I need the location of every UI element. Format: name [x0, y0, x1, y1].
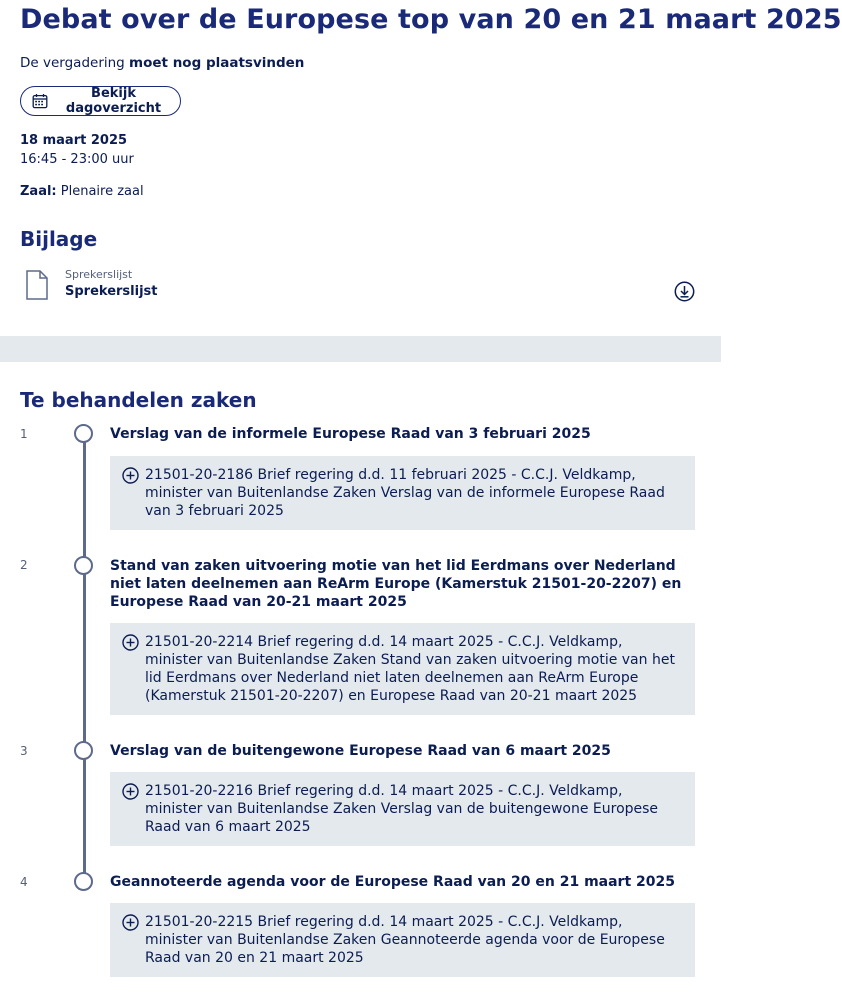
section-divider: [0, 336, 721, 362]
agenda-item-number: 2: [20, 558, 28, 572]
agenda-item-document[interactable]: [110, 456, 695, 530]
attachment-heading: Bijlage: [20, 227, 98, 251]
agenda-item-document[interactable]: [110, 623, 695, 715]
agenda-item-document[interactable]: [110, 903, 695, 977]
agenda-item-title: Stand van zaken uitvoering motie van het lid Eerdmans over Nederland niet laten deelnemen aan ReArm Europe (Kamerstuk 21501-20-2207) en Europese Raad van 20-21 maart 2025: [110, 558, 682, 610]
meeting-header-section: [0, 0, 842, 336]
day-overview-label: Bekijk dagoverzicht: [65, 86, 162, 116]
agenda-item-number: 4: [20, 875, 28, 889]
file-icon: [26, 270, 48, 300]
expand-plus-icon: [122, 467, 139, 484]
agenda-heading: Te behandelen zaken: [20, 388, 257, 412]
attachment-meta: Sprekerslijst: [65, 268, 133, 281]
meeting-time: 16:45 - 23:00 uur: [20, 152, 134, 167]
timeline-line: [83, 442, 86, 882]
document-text: 21501-20-2216 Brief regering d.d. 14 maart 2025 - C.C.J. Veldkamp, minister van Buitenlandse Zaken Verslag van de buitengewone Europese Raad van 6 maart 2025: [145, 783, 659, 835]
day-overview-button[interactable]: [20, 86, 181, 116]
agenda-item-title: Geannoteerde agenda voor de Europese Raad van 20 en 21 maart 2025: [110, 874, 675, 890]
agenda-item-title: Verslag van de informele Europese Raad van 3 februari 2025: [110, 426, 591, 442]
page-title: Debat over de Europese top van 20 en 21 maart 2025: [20, 4, 842, 35]
document-text: 21501-20-2214 Brief regering d.d. 14 maart 2025 - C.C.J. Veldkamp, minister van Buitenlandse Zaken Stand van zaken uitvoering motie van het lid Eerdmans over Nederland niet laten deelnemen aan ReArm Europe (Kamerstuk 21501-20-2207) en Europese Raad van 20-21 maart 2025: [145, 634, 675, 704]
meeting-status: [20, 55, 304, 71]
status-prefix: De vergadering: [20, 55, 125, 71]
timeline-dot: [74, 424, 93, 443]
meeting-date: 18 maart 2025: [20, 133, 128, 148]
agenda-item-number: 1: [20, 427, 28, 441]
timeline-dot: [74, 556, 93, 575]
agenda-item-number: 3: [20, 744, 28, 758]
agenda-item-document[interactable]: [110, 772, 695, 846]
timeline-dot: [74, 741, 93, 760]
status-value: moet nog plaatsvinden: [129, 55, 305, 71]
document-text: 21501-20-2186 Brief regering d.d. 11 februari 2025 - C.C.J. Veldkamp, minister van Buitenlandse Zaken Verslag van de informele Europese Raad van 3 februari 2025: [145, 467, 665, 519]
document-text: 21501-20-2215 Brief regering d.d. 14 maart 2025 - C.C.J. Veldkamp, minister van Buitenlandse Zaken Geannoteerde agenda voor de Europese Raad van 20 en 21 maart 2025: [145, 914, 665, 966]
agenda-item-title: Verslag van de buitengewone Europese Raad van 6 maart 2025: [110, 743, 611, 759]
expand-plus-icon: [122, 914, 139, 931]
room-label: Zaal:: [20, 184, 57, 199]
attachment-link[interactable]: Sprekerslijst: [65, 284, 158, 299]
meeting-room: [20, 184, 144, 199]
room-value: Plenaire zaal: [60, 184, 144, 199]
calendar-icon: [32, 93, 48, 109]
timeline-dot: [74, 872, 93, 891]
expand-plus-icon: [122, 634, 139, 651]
download-icon[interactable]: [674, 281, 695, 302]
expand-plus-icon: [122, 783, 139, 800]
